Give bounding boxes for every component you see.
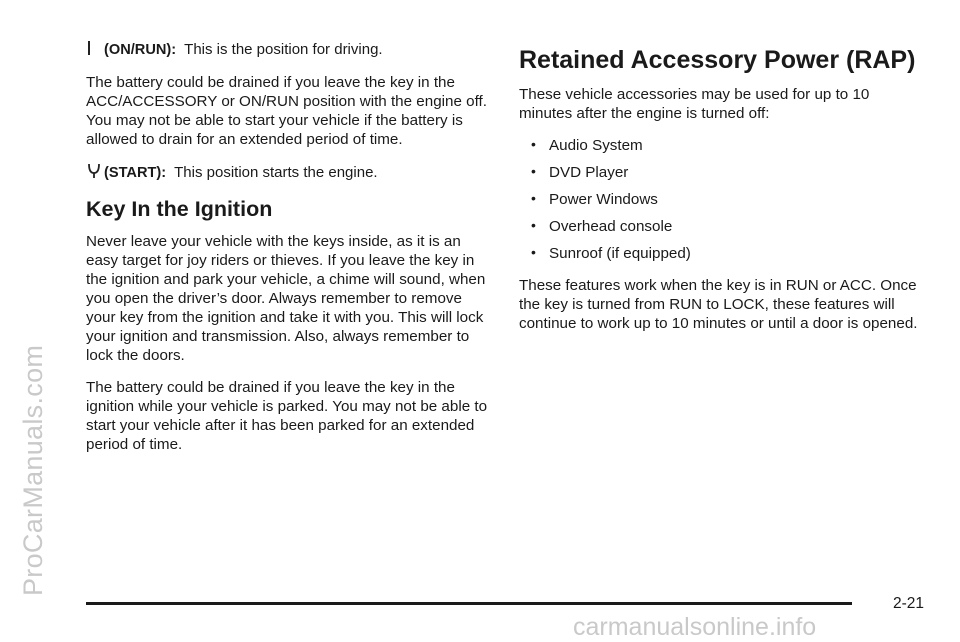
list-item: • Power Windows [519,190,919,209]
battery-paragraph-2: The battery could be drained if you leave the key in the ignition while your vehicle is parked. You may not be able to start your vehicle after it has been parked for an extended period of time. [86,379,488,453]
start-position [86,162,494,183]
key-in-ignition-heading: Key In the Ignition [86,197,273,221]
start-label: (START): [104,165,167,181]
footer-rule [86,602,852,605]
bar-icon [86,40,104,59]
watermark-procarmanuals: ProCarManuals.com [18,344,48,596]
on-run-position [86,40,494,60]
on-run-label: (ON/RUN): [104,42,177,58]
rap-outro: These features work when the key is in RUN or ACC. Once the key is turned from RUN to LOCK, these features will continue to work up to 10 minutes or until a door is opened. [519,277,918,332]
list-item: • Audio System [519,136,919,155]
on-run-text: This is the position for driving. [184,41,383,58]
watermark-carmanualsonline: carmanualsonline.info [573,613,817,641]
page-number: 2-21 [893,595,925,612]
start-text: This position starts the engine. [174,164,378,181]
left-column [86,40,494,467]
key-ignition-paragraph: Never leave your vehicle with the keys inside, as it is an easy target for joy riders or thieves. If you leave the key in the ignition and park your vehicle, a chime will sound, when you open the driver’s door. Always remember to remove your key from the ignition and take it with you. This will lock your ignition and transmission. Also, always remember to lock the doors. [86,233,486,364]
rap-intro: These vehicle accessories may be used for up to 10 minutes after the engine is turned off: [519,86,870,122]
right-column [519,40,919,346]
battery-paragraph-1: The battery could be drained if you leave the key in the ACC/ACCESSORY or ON/RUN position with the engine off. You may not be able to start your vehicle if the battery is allowed to drain for an extended period of time. [86,74,487,148]
list-item: • Overhead console [519,217,919,236]
key-start-icon [86,162,104,182]
list-item: • Sunroof (if equipped) [519,244,919,263]
list-item: • DVD Player [519,163,919,182]
rap-heading: Retained Accessory Power (RAP) [519,46,916,74]
accessory-list [519,136,919,263]
